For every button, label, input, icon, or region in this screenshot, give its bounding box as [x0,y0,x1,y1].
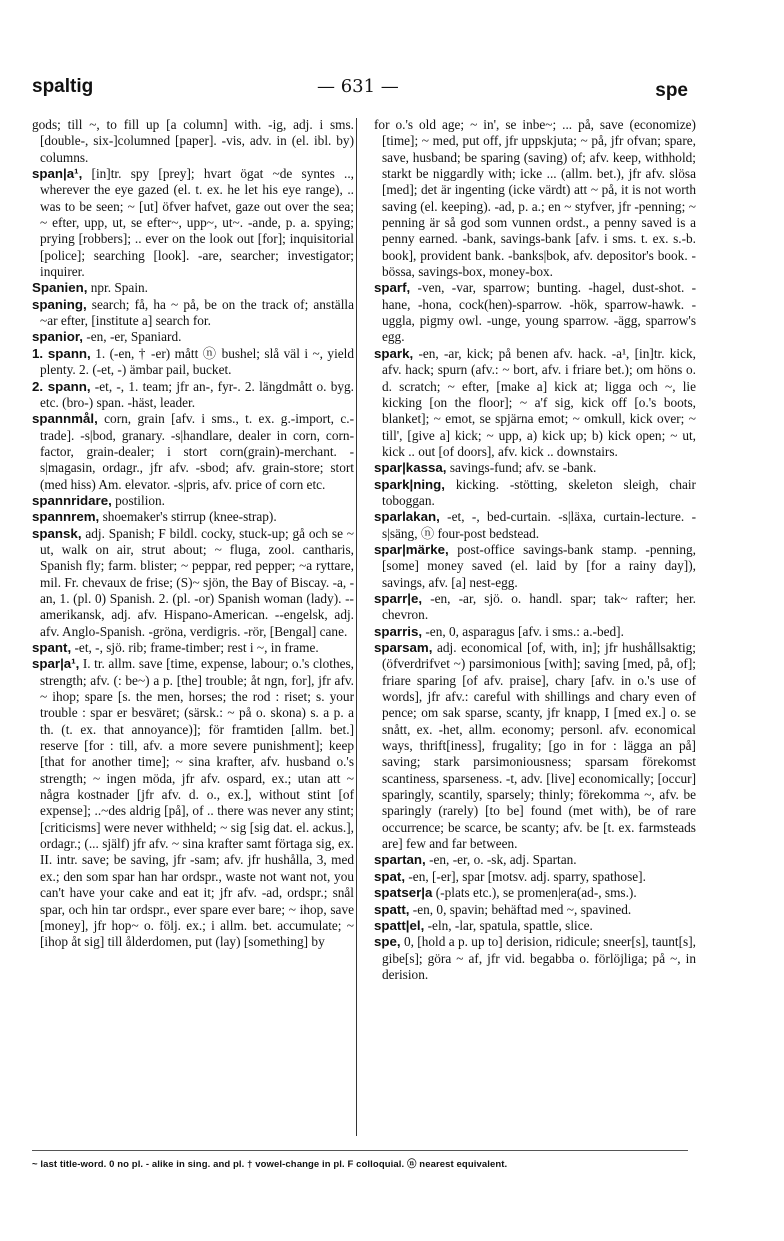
dictionary-entry [374,640,696,852]
headword: sparsam, [374,640,433,655]
headword: spe, [374,934,401,950]
headword: spaning, [32,296,87,312]
entry-text: shoemaker's stirrup (knee-strap). [102,509,277,525]
dictionary-entry [374,852,696,868]
headword: Spanien, [32,280,88,296]
entry-text: -en, -ar, kick; på benen afv. hack. -a¹, [in]tr. kick, afv. hack; spurn (afv.: ~ bort, afv. i friare bet.); om höns o. d. scratch; ~ efter, [make a] kick at; ligga och ~, lie kicking [on the floor]; ~ a'f sig, kick off [o.'s boots, blanket]; ~ emot, se spjärna emot; ~ omkull, kick over; ~ till', [give a] kick; ~ upp, a) kick up; b) kick open; ~ ut, kick .. out [of doors], afv. kick .. downstairs. [382,345,696,459]
entry-text: postilion. [115,492,166,508]
headword: spat, [374,868,406,884]
entry-text: (-plats etc.), se promen|era(ad-, sms.). [435,885,637,901]
dictionary-entry [32,493,354,509]
running-head-right: spe [655,80,688,101]
entry-text: -en, 0, spavin; behäftad med ~, spavined. [412,901,632,917]
dictionary-entry [32,166,354,280]
entry-text: 0, [hold a p. up to] derision, ridicule; sneer[s], taunt[s], gibe[s]; göra ~ af, jfr vid. begabba o. förlöjliga; på ~, in derision. [382,934,696,982]
entry-text: search; få, ha ~ på, be on the track of; anställa ~ar efter, [institute a] search for. [40,296,354,329]
headword: spark, [374,345,414,361]
headword: sparf, [374,280,411,296]
dictionary-entry [374,624,696,640]
dictionary-entry [374,934,696,983]
headword: spannmål, [32,411,98,427]
entry-text: -et, -, bed-curtain. -s|läxa, curtain-lecture. -s|säng, ⓝ four-post bedstead. [382,509,696,541]
entry-text: -en, -ar, sjö. o. handl. spar; tak~ rafter; her. chevron. [382,590,696,623]
dictionary-entry [374,117,696,280]
entry-text: -en, 0, asparagus [afv. i sms.: a.-bed]. [425,623,624,639]
entry-text: -et, -, 1. team; jfr an-, fyr-. 2. längdmått o. byg. etc. (bro-) span. -häst, leader. [40,378,354,410]
running-head-left: spaltig [32,76,94,97]
headword: spar|a¹, [32,656,80,672]
entry-text: -en, [-er], spar [motsv. adj. sparry, spathose]. [408,868,646,884]
dictionary-entry [374,280,696,345]
dictionary-entry [374,460,696,476]
dictionary-entry [32,509,354,525]
headword: span|a¹, [32,166,83,182]
headword: spatt, [374,901,410,917]
headword: spar|kassa, [374,460,447,476]
headword: spatt|el, [374,917,425,933]
entry-text: -et, -, sjö. rib; frame-timber; rest i ~, in frame. [74,640,319,655]
entry-text: adj. Spanish; F bildl. cocky, stuck-up; gå och se ~ ut, walk on air, strut about; ~ fluga, zool. cantharis, Spanish fly; farm. blister; ~ peppar, red pepper; ~a ryttare, mil. Fr. chevaux de frise; (S)~ sjön, the Bay of Biscay. -a, -an, 1. (pl. 0) Spanish. 2. (pl. -or) Spanish woman (lady). --amerikansk, adj. afv. Hispano-American. --engelsk, adj. afv. Anglo-Spanish. -gröna, verdigris. -rör, [Bengal] cane. [40,525,354,639]
headword: spansk, [32,525,82,541]
headword: spar|märke, [374,541,449,557]
right-column [374,117,696,983]
dictionary-entry [32,526,354,640]
entry-text: -eln, -lar, spatula, spattle, slice. [427,917,593,933]
headword: sparr|e, [374,590,423,606]
entry-text: adj. economical [of, with, in]; jfr hushållsaktig; (öfverdrifvet ~) parsimonious [with]; saving [med, på, of]; friare sparing [of afv. praise], chary [afv. in o.'s use of words], jfr afv.: careful with shillings and chary even of pence; om sak sparse, scanty, jfr knapp, I [med ex.] o. se snått, ex. -het, allm. economy; personl. afv. economical ways, thrift[iness], frugality; [go in for : lägga an på] saving; stark parsimoniousness; sparsam förekomst scantiness, sparseness. -t, adv. [live] economically; [occur] sparingly, scantily, sparsely; thinly; förekomma ~, afv. be sparingly (rarely) [to be] found (met with), be of rare occurrence; be scarce, be scanty; afv. be [t. ex. farmsteads are] few and far between. [382,640,696,852]
headword: spatser|a [374,885,433,901]
column-divider [356,118,357,1136]
entry-text: -en, -er, o. -sk, adj. Spartan. [429,852,577,868]
headword: spannridare, [32,492,112,508]
dictionary-entry [32,329,354,345]
entry-text: post-office savings-bank stamp. -penning, [some] money saved (el. laid by [for a rainy day]), savings, afv. [a] nest-egg. [382,541,696,590]
entry-text: [in]tr. spy [prey]; hvart ögat ~de syntes .., wherever the eye gazed (el. t. ex. he let his eye range), .. was to be seen; ~ [ut] öfver hafvet, gaze out over the sea; ~ efter, upp, ut, se efter~, upp~, ut~. -ande, p. a. spying; prying [robbers]; .. ever on the look out [for]; inquisitorial [police]; searching [look]. -are, searcher; investigator; inquirer. [40,166,354,280]
footer-divider [32,1150,688,1151]
entry-text: for o.'s old age; ~ in', se inbe~; ... på, save (economize) [time]; ~ med, put off, jfr uppskjuta; ~ på, jfr ofvan; spare, save, husband; be sparing (saving) of; afv. keep, withhold; starkt be niggardly with; icke ... (allm. bet.), jfr afv. slösa [med]; det är ingenting (icke värdt) att ~ på, it is not worth saving (el. keeping). -ad, p. a.; en ~ styfver, jfr -penning; ~ penning är så god som vunnen ordst., a penny saved is a penny earned. -bank, savings-bank [afv. i sms. t. ex. s.-b. book], provident bank. -banks|bok, afv. depositor's book. -bössa, savings-box, money-box. [374,117,696,280]
dictionary-entry [32,117,354,166]
footer-legend: ~ last title-word. 0 no pl. - alike in sing. and pl. † vowel-change in pl. F colloquial. ⓝ nearest equivalent. [32,1159,508,1170]
headword: spannrem, [32,509,100,525]
dictionary-entry [374,885,696,901]
entry-text: corn, grain [afv. i sms., t. ex. g.-import, c.-trade]. -s|bod, granary. -s|handlare, dealer in corn, corn-factor, grain-dealer; i stort corn(grain)-merchant. -s|magasin, ordagr., jfr afv. -sbod; afv. grain-store; stort (med hiss) Am. elevator. -s|pris, afv. price of corn etc. [40,411,354,492]
entry-text: gods; till ~, to fill up [a column] with. -ig, adj. i sms. [double-, six-]columned [paper]. -vis, adv. in (el. ibl. by) columns. [32,117,354,165]
entry-text: -ven, -var, sparrow; bunting. -hagel, dust-shot. -hane, -hona, cock(hen)-sparrow. -hök, sparrow-hawk. -uggla, pigmy owl. -unge, young sparrow. -ägg, sparrow's egg. [382,280,697,345]
dictionary-entry [374,869,696,885]
entry-text: kicking. -stötting, skeleton sleigh, chair toboggan. [382,476,696,508]
headword: spanior, [32,329,83,345]
dictionary-entry [32,411,354,493]
dictionary-entry [32,280,354,296]
dictionary-entry [32,656,354,950]
headword: spant, [32,640,72,655]
headword: sparris, [374,623,423,639]
dictionary-entry [374,902,696,918]
dictionary-entry [374,542,696,591]
entry-text: npr. Spain. [90,280,149,296]
entry-text: 1. (-en, † -er) mått ⓝ bushel; slå väl i ~, yield plenty. 2. (-et, -) ämbar pail, bucket. [40,345,355,378]
entry-text: savings-fund; afv. se -bank. [449,460,597,476]
dictionary-entry [32,640,354,656]
headword: spartan, [374,852,426,868]
left-column [32,117,354,951]
dictionary-entry [32,379,354,412]
page-number: — 631 — [317,76,399,97]
dictionary-entry [374,591,696,624]
page-header [32,74,688,104]
dictionary-entry [32,297,354,330]
dictionary-entry [374,346,696,460]
dictionary-entry [374,509,696,542]
entry-text: -en, -er, Spaniard. [86,329,182,345]
headword: 1. spann, [32,345,91,361]
dictionary-entry [374,918,696,934]
dictionary-entry [374,477,696,510]
headword: spark|ning, [374,476,445,492]
headword: sparlakan, [374,509,440,525]
dictionary-entry [32,346,354,379]
entry-text: I. tr. allm. save [time, expense, labour; o.'s clothes, strength; afv. (: be~) a p. [the] trouble; åt ngn, for], jfr afv. ~ ihop; spare [s. the men, horses; the rod : riset; s. your trouble : spar er besväret; (särsk.: ~ på o. skona) s. a p. a th. (t. ex. that annoyance)]; för framtiden [allm. bet.] reserve [for : till, afv. a more severe punishment]; keep [that for another time]; ~ sina krafter, afv. husband o.'s strength; ~ ingen möda, jfr afv. ospard, ex.; utan att ~ några kostnader [jfr afv. d. o., ex.], without stint [of expense]; ..~des aldrig [på], of .. there was never any stint; [criticisms] were never withheld; ~ sig [sig dat. el. ackus.], ordagr.; (... själf) jfr afv. ~ sina krafter samt förtaga sig, ex. II. intr. save; be saving, jfr -sam; afv. jfr hushålla, 3, med ex.; den som spar han har ordspr., waste not want not, you can't have your cake and eat it; jfr afv. -ad, ordspr.; snål spar, och hin tar ordspr., ever spare ever bare; ~ ihop, save [money], jfr hop~ o. följ. ex.; i allm. bet. accumulate; ~ [ihop åt sig] till ålderdomen, put (lay) [something] by [40,656,354,950]
headword: 2. spann, [32,378,91,394]
